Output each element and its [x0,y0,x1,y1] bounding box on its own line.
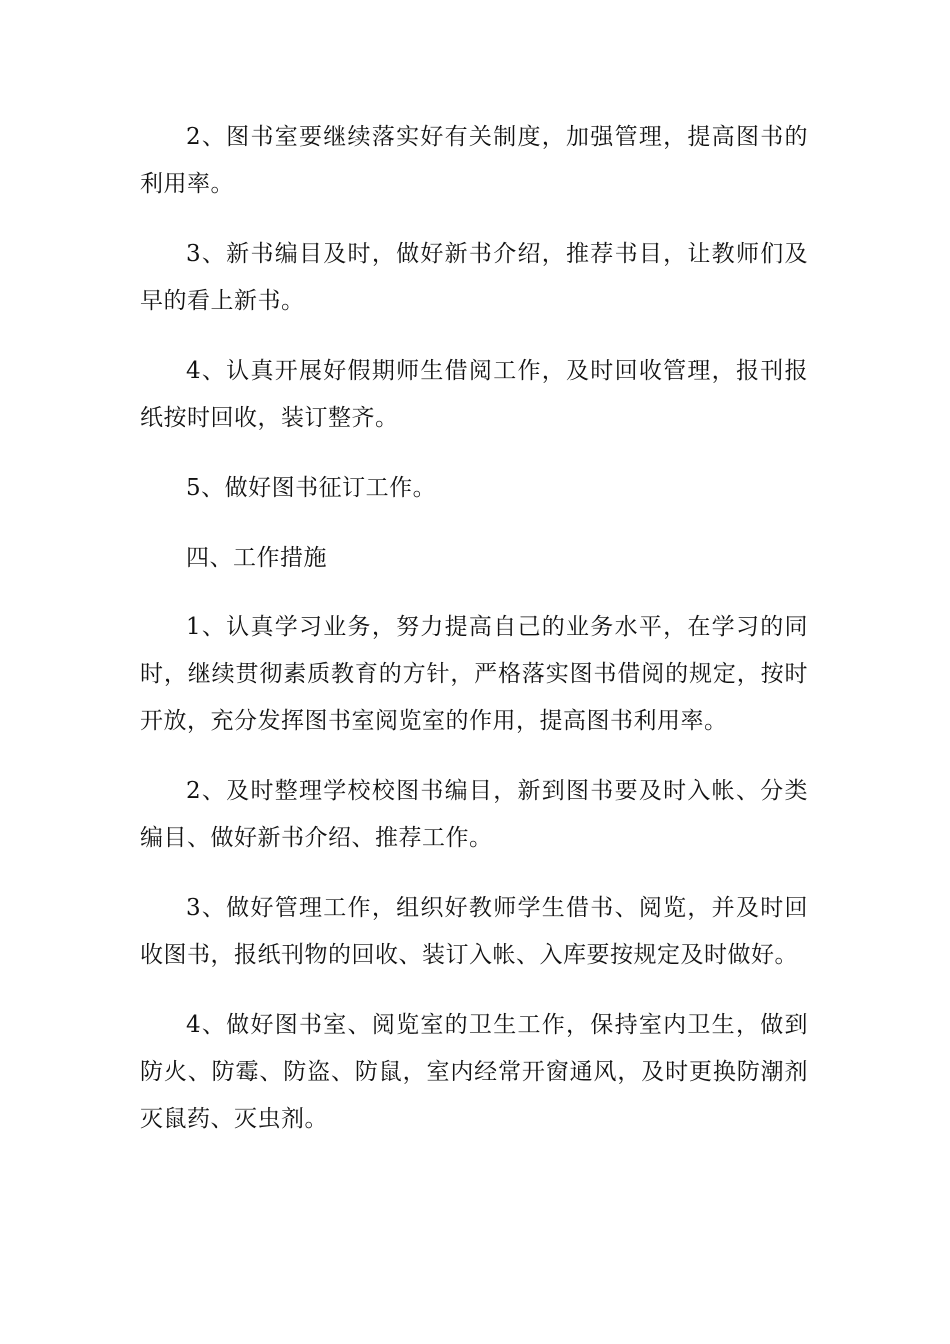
document-body [140,114,808,1166]
section-heading-measures: 四、工作措施 [186,545,327,571]
paragraph-measure-1: 1、认真学习业务，努力提高自己的业务水平，在学习的同时，继续贯彻素质教育的方针，严格落实图书借阅的规定，按时开放，充分发挥图书室阅览室的作用，提高图书利用率。 [140,614,808,734]
paragraph-measure-3: 3、做好管理工作，组织好教师学生借书、阅览，并及时回收图书，报纸刊物的回收、装订入帐、入库要按规定及时做好。 [140,895,808,968]
paragraph-goal-4: 4、认真开展好假期师生借阅工作，及时回收管理，报刊报纸按时回收，装订整齐。 [140,358,808,431]
paragraph-goal-5: 5、做好图书征订工作。 [186,475,437,501]
paragraph-goal-3: 3、新书编目及时，做好新书介绍，推荐书目，让教师们及早的看上新书。 [140,241,808,314]
paragraph-measure-2: 2、及时整理学校校图书编目，新到图书要及时入帐、分类编目、做好新书介绍、推荐工作。 [140,778,808,851]
paragraph-measure-4: 4、做好图书室、阅览室的卫生工作，保持室内卫生，做到防火、防霉、防盗、防鼠，室内经常开窗通风，及时更换防潮剂灭鼠药、灭虫剂。 [140,1012,808,1132]
paragraph-goal-2: 2、图书室要继续落实好有关制度，加强管理，提高图书的利用率。 [140,124,808,197]
